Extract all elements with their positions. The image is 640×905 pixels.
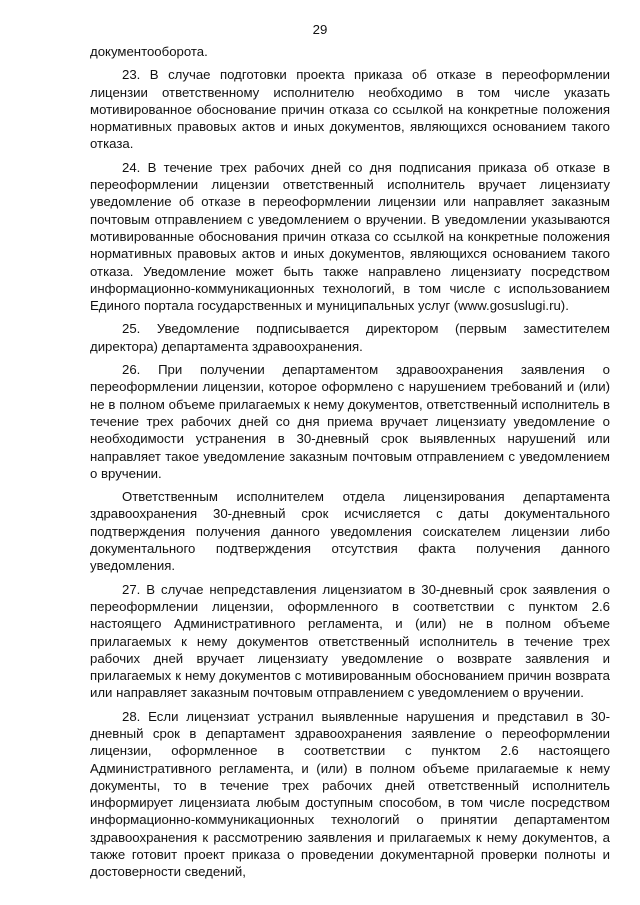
paragraph-24: 24. В течение трех рабочих дней со дня подписания приказа об отказе в переоформлении лицензии ответственный исполнитель вручает лицензиату уведомление об отказе в переоформлении лицензии или направляет заказным почтовым отправлением с уведомлением о вручении. В уведомлении указываются мотивированные обоснования причин отказа со ссылкой на конкретные положения нормативных правовых актов и иных документов, являющихся основанием такого отказа. Уведомление может быть также направлено лицензиату посредством информационно-коммуникационных технологий, в том числе с использованием Единого портала государственных и муниципальных услуг (www.gosuslugi.ru). (90, 159, 610, 314)
paragraph-continuation: документооборота. (90, 44, 208, 59)
paragraph-27: 27. В случае непредставления лицензиатом в 30-дневный срок заявления о переоформлении лицензии, оформленного в соответствии с пунктом 2.6 настоящего Административного регламента, и (или) не в полном объеме прилагаемых к нему документов ответственный исполнитель в течение трех рабочих дней вручает лицензиату уведомление о возврате заявления и прилагаемых к нему документов с мотивированным обоснованием причин возврата или направляет заказным почтовым отправлением с уведомлением о вручении. (90, 581, 610, 701)
paragraph-25: 25. Уведомление подписывается директором (первым заместителем директора) департамента здравоохранения. (90, 321, 610, 354)
document-body (90, 43, 610, 887)
paragraph-26: 26. При получении департаментом здравоохранения заявления о переоформлении лицензии, которое оформлено с нарушением требований и (или) не в полном объеме прилагаемых к нему документов, ответственный исполнитель в течение трех рабочих дней со дня приема вручает лицензиату уведомление о необходимости устранения в 30-дневный срок выявленных нарушений или направляет такое уведомление заказным почтовым отправлением с уведомлением о вручении. (90, 362, 610, 481)
paragraph-28: 28. Если лицензиат устранил выявленные нарушения и представил в 30-дневный срок в департамент здравоохранения заявление о переоформлении лицензии, оформленное в соответствии с пунктом 2.6 настоящего Административного регламента, и (или) в полном объеме прилагаемые к нему документы, то в течение трех рабочих дней ответственный исполнитель информирует лицензиата любым доступным способом, в том числе посредством информационно-коммуникационных технологий о принятии департаментом здравоохранения к рассмотрению заявления и прилагаемых к нему документов, а также готовит проект приказа о проведении документарной проверки полноты и достоверности сведений, (90, 708, 610, 880)
paragraph-26-continuation: Ответственным исполнителем отдела лицензирования департамента здравоохранения 30-дневный срок исчисляется с даты документального подтверждения получения данного уведомления соискателем лицензии либо документального подтверждения отсутствия факта получения данного уведомления. (90, 489, 610, 574)
paragraph-23: 23. В случае подготовки проекта приказа об отказе в переоформлении лицензии ответственному исполнителю необходимо в том числе указать мотивированное обоснование причин отказа со ссылкой на конкретные положения нормативных правовых актов и иных документов, являющихся основанием такого отказа. (90, 67, 610, 152)
page-number: 29 (312, 22, 328, 37)
